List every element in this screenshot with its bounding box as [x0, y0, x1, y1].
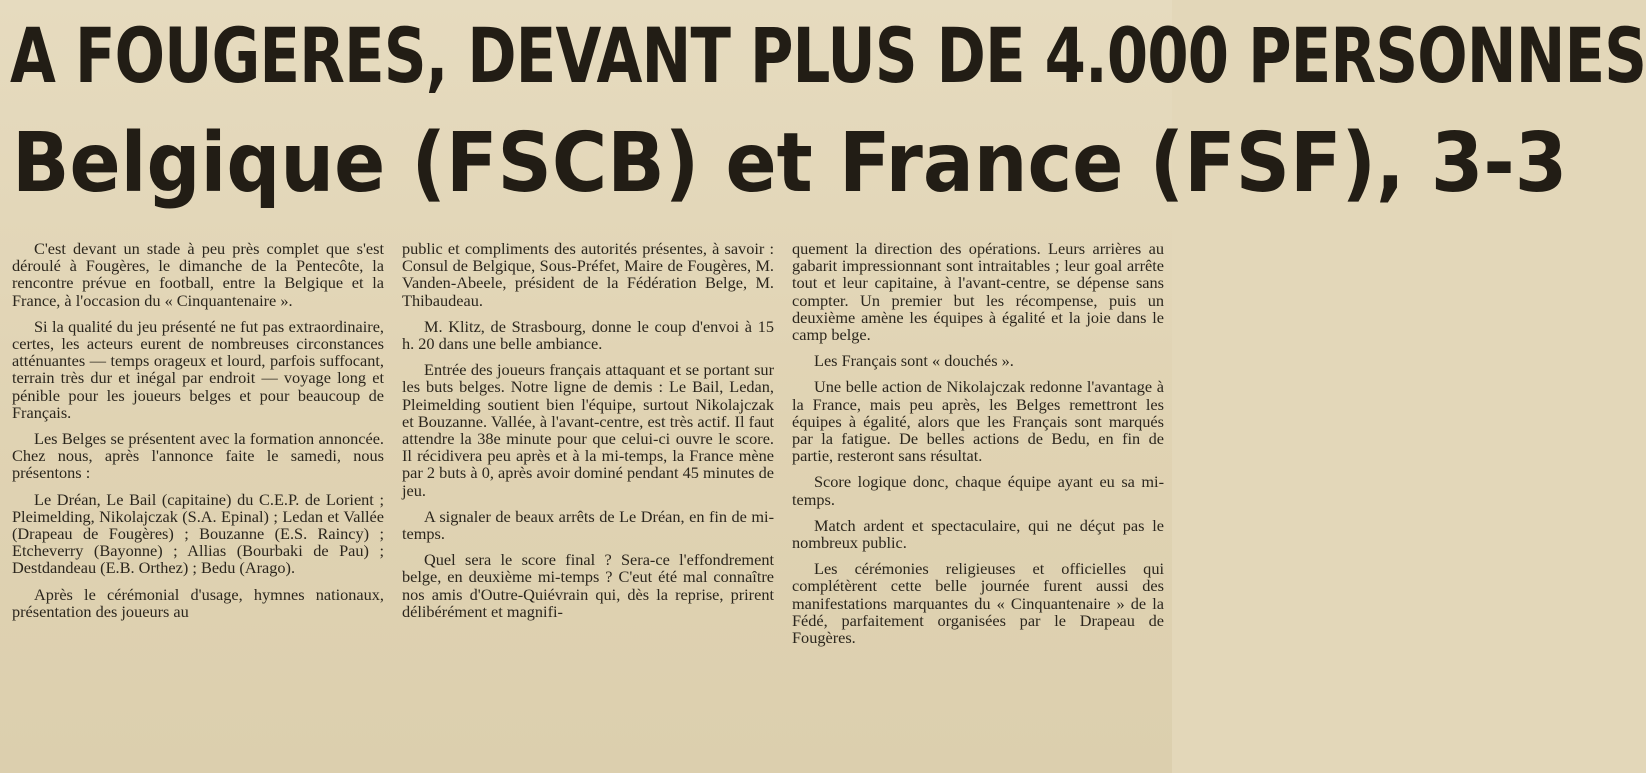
paragraph: Les Français sont « douchés ».: [814, 351, 1014, 371]
paragraph: C'est devant un stade à peu près complet que s'est déroulé à Fougères, le dimanche de la Pentecôte, la rencontre prévue en football, entre la Belgique et la France, à l'occasion du « Cinquantenaire ».: [12, 239, 384, 310]
paragraph: Entrée des joueurs français attaquant et se portant sur les buts belges. Notre ligne de demis : Le Bail, Ledan, Pleimelding soutient bien l'équipe, surtout Nikolajczak et Bouzanne. Vallée, à l'avant-centre, est très actif. Il faut attendre la 38e minute pour que celui-ci ouvre le score. Il récidivera peu après et à la mi-temps, la France mène par 2 buts à 0, après avoir dominé pendant 45 minutes de jeu.: [402, 360, 774, 500]
article-columns: [12, 240, 1164, 770]
paragraph: Les Belges se présentent avec la formation annoncée. Chez nous, après l'annonce faite le samedi, nous présentons :: [12, 429, 384, 483]
paragraph: Score logique donc, chaque équipe ayant eu sa mi-temps.: [792, 472, 1164, 509]
paragraph: Une belle action de Nikolajczak redonne l'avantage à la France, mais peu après, les Belges remettront les équipes à égalité, alors que les Français sont marqués par la fatigue. De belles actions de Bedu, en fin de partie, resteront sans résultat.: [792, 377, 1164, 466]
headline: A FOUGERES, DEVANT PLUS DE 4.000 PERSONNES: [10, 11, 1646, 100]
column-3: [792, 240, 1164, 770]
paragraph: public et compliments des autorités présentes, à savoir : Consul de Belgique, Sous-Préfet, Maire de Fougères, M. Vanden-Abeele, président de la Fédération Belge, M. Thibaudeau.: [402, 239, 774, 310]
paragraph: Après le cérémonial d'usage, hymnes nationaux, présentation des joueurs au: [12, 584, 384, 621]
paragraph: quement la direction des opérations. Leurs arrières au gabarit impressionnant sont intraitables ; leur goal arrête tout et leur capitaine, à l'avant-centre, se dépense sans compter. Un premier but les récompense, puis un deuxième amène les équipes à égalité et la joie dans le camp belge.: [792, 239, 1164, 345]
paragraph: A signaler de beaux arrêts de Le Dréan, en fin de mi-temps.: [402, 506, 774, 544]
paragraph: Quel sera le score final ? Sera-ce l'effondrement belge, en deuxième mi-temps ? C'eut été mal connaître nos amis d'Outre-Quiévrain qui, dès la reprise, prirent délibérément et magnifi-: [402, 550, 774, 621]
column-1: [12, 240, 384, 770]
paragraph: Match ardent et spectaculaire, qui ne déçut pas le nombreux public.: [792, 515, 1164, 553]
paragraph: Les cérémonies religieuses et officielles qui complétèrent cette belle journée furent aussi des manifestations marquantes du « Cinquantenaire » de la Fédé, parfaitement organisées par le Drapeau de Fougères.: [792, 559, 1164, 648]
paragraph: Le Dréan, Le Bail (capitaine) du C.E.P. de Lorient ; Pleimelding, Nikolajczak (S.A. Epinal) ; Ledan et Vallée (Drapeau de Fougères) ; Bouzanne (E.S. Raincy) ; Etcheverry (Bayonne) ; Allias (Bourbaki de Pau) ; Destdandeau (E.B. Orthez) ; Bedu (Arago).: [12, 489, 384, 578]
subheadline: Belgique (FSCB) et France (FSF), 3-3: [12, 116, 1568, 211]
paragraph: M. Klitz, de Strasbourg, donne le coup d'envoi à 15 h. 20 dans une belle ambiance.: [402, 316, 774, 354]
paragraph: Si la qualité du jeu présenté ne fut pas extraordinaire, certes, les acteurs eurent de nombreuses circonstances atténuantes — temps orageux et lourd, parfois suffocant, terrain très dur et inégal par endroit — voyage long et pénible pour les joueurs belges et pour beaucoup de Français.: [12, 316, 384, 422]
column-2: [402, 240, 774, 770]
